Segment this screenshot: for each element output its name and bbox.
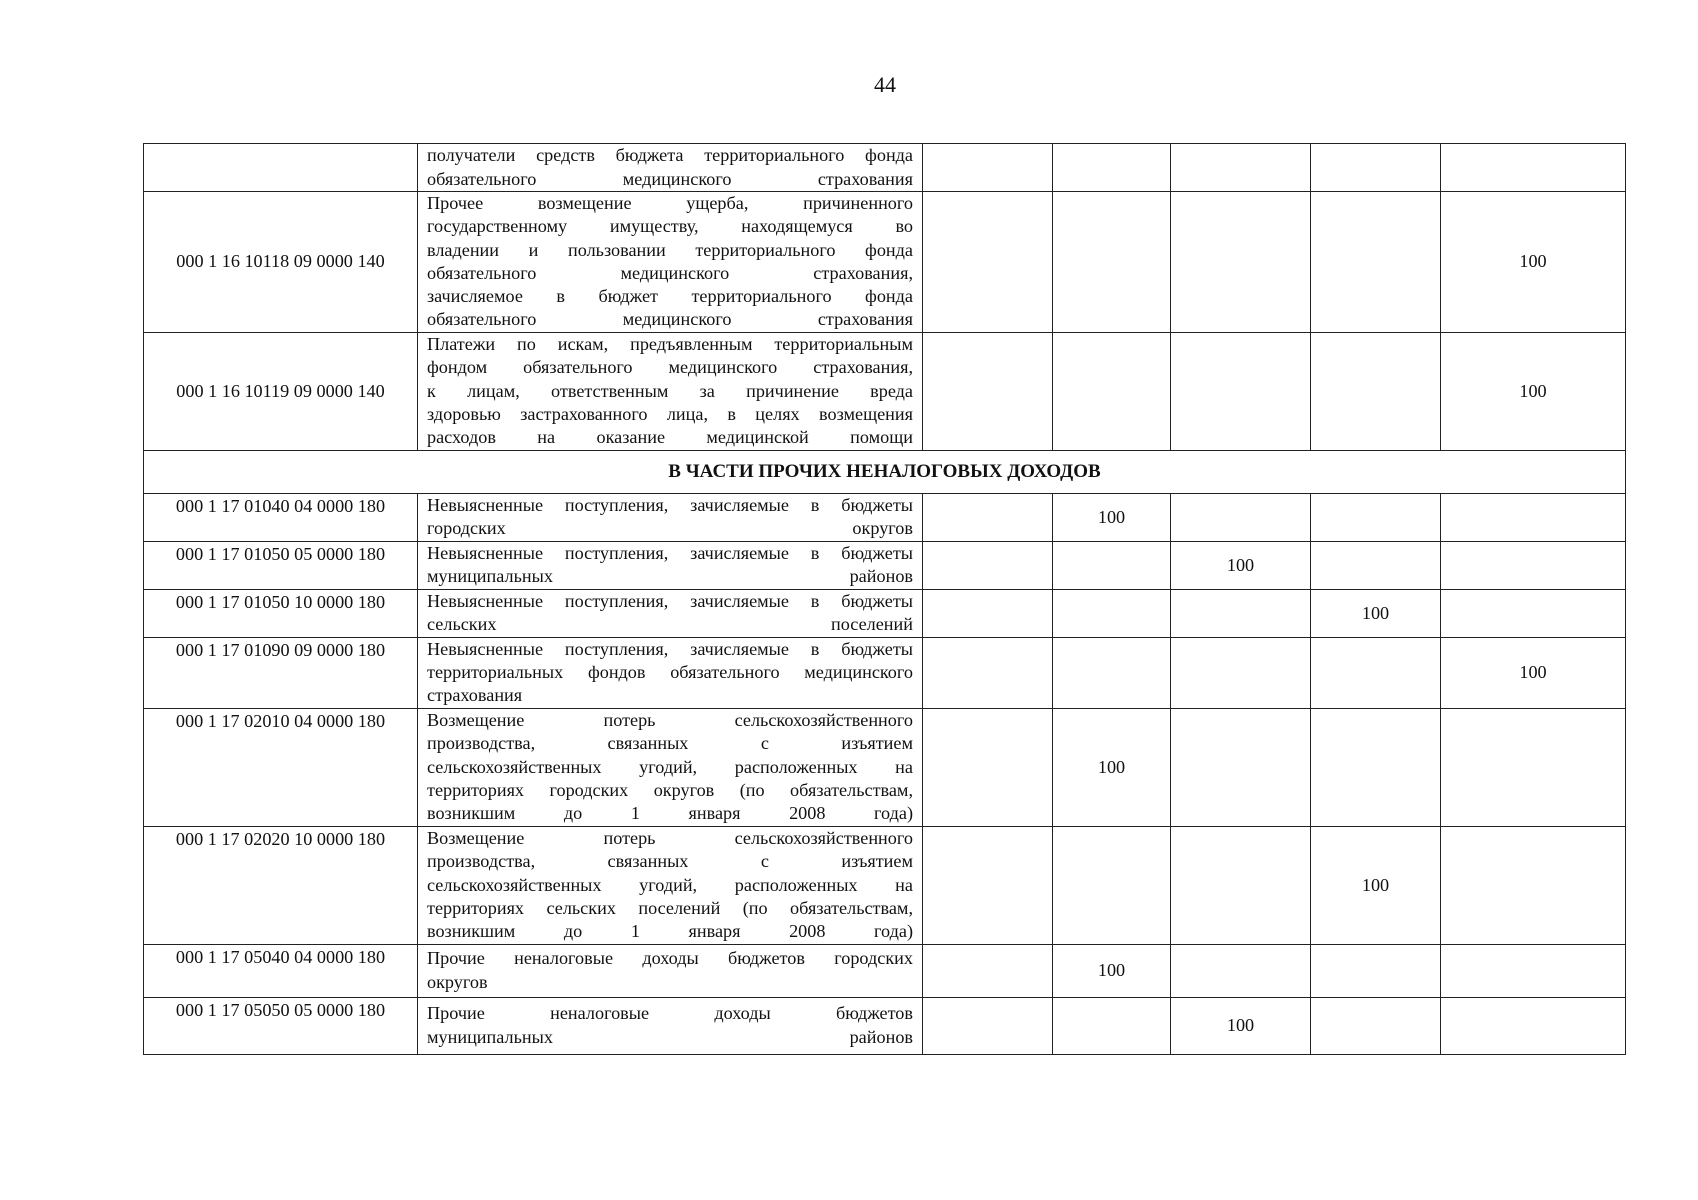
description-line: обязательного медицинского страхования xyxy=(427,309,913,330)
description-line: территориях сельских поселений (по обязательствам, xyxy=(427,897,913,918)
revenue-description xyxy=(418,637,923,708)
budget-classification-code: 000 1 17 05040 04 0000 180 xyxy=(144,944,418,997)
description-line: расходов на оказание медицинской помощи xyxy=(427,427,913,448)
description-line: обязательного медицинского страхования, xyxy=(427,262,913,283)
table-row xyxy=(144,332,1626,450)
percent-cell-budget-4 xyxy=(1311,332,1441,450)
percent-cell-budget-2 xyxy=(1053,589,1171,637)
revenue-description xyxy=(418,541,923,589)
table-row xyxy=(144,826,1626,944)
percent-cell-budget-1 xyxy=(923,708,1053,826)
table-body-before xyxy=(144,144,1626,451)
revenue-description xyxy=(418,589,923,637)
description-line: городских округов xyxy=(427,518,913,539)
percent-cell-budget-1 xyxy=(923,997,1053,1054)
budget-classification-code: 000 1 16 10118 09 0000 140 xyxy=(144,192,418,333)
percent-cell-budget-1 xyxy=(923,493,1053,541)
percent-cell-budget-3 xyxy=(1171,944,1311,997)
percent-cell-budget-3 xyxy=(1171,589,1311,637)
percent-cell-budget-4 xyxy=(1311,493,1441,541)
description-line: фондом обязательного медицинского страхования, xyxy=(427,357,913,378)
percent-cell-budget-3 xyxy=(1171,493,1311,541)
table-row xyxy=(144,637,1626,708)
percent-cell-budget-3 xyxy=(1171,826,1311,944)
percent-cell-budget-2 xyxy=(1053,541,1171,589)
percent-cell-budget-1 xyxy=(923,589,1053,637)
percent-cell-budget-3 xyxy=(1171,637,1311,708)
description-line: сельскохозяйственных угодий, расположенных на xyxy=(427,756,913,777)
section-header-row xyxy=(144,450,1626,493)
budget-classification-code: 000 1 17 01040 04 0000 180 xyxy=(144,493,418,541)
percent-cell-budget-1 xyxy=(923,192,1053,333)
budget-classification-code: 000 1 17 02020 10 0000 180 xyxy=(144,826,418,944)
description-line: Платежи по искам, предъявленным территориальным xyxy=(427,334,913,355)
percent-cell-budget-4 xyxy=(1311,708,1441,826)
percent-cell-budget-2 xyxy=(1053,192,1171,333)
percent-cell-budget-4 xyxy=(1311,997,1441,1054)
percent-cell-budget-5: 100 xyxy=(1441,192,1626,333)
page-number: 44 xyxy=(874,72,896,97)
percent-cell-budget-4 xyxy=(1311,192,1441,333)
budget-classification-code: 000 1 17 01050 05 0000 180 xyxy=(144,541,418,589)
description-line: Невыясненные поступления, зачисляемые в бюджеты xyxy=(427,590,913,611)
percent-cell-budget-3: 100 xyxy=(1171,997,1311,1054)
table-row xyxy=(144,708,1626,826)
percent-cell-budget-1 xyxy=(923,144,1053,192)
revenue-description xyxy=(418,192,923,333)
percent-cell-budget-2 xyxy=(1053,997,1171,1054)
percent-cell-budget-4 xyxy=(1311,944,1441,997)
description-line: производства, связанных с изъятием xyxy=(427,851,913,872)
percent-cell-budget-5 xyxy=(1441,997,1626,1054)
percent-cell-budget-2: 100 xyxy=(1053,708,1171,826)
percent-cell-budget-5 xyxy=(1441,541,1626,589)
revenue-description xyxy=(418,944,923,997)
percent-cell-budget-5: 100 xyxy=(1441,637,1626,708)
percent-cell-budget-4: 100 xyxy=(1311,589,1441,637)
description-line: округов xyxy=(427,971,488,992)
description-line: Невыясненные поступления, зачисляемые в бюджеты xyxy=(427,494,913,515)
revenue-description xyxy=(418,708,923,826)
percent-cell-budget-5 xyxy=(1441,493,1626,541)
revenue-description xyxy=(418,826,923,944)
percent-cell-budget-3: 100 xyxy=(1171,541,1311,589)
percent-cell-budget-3 xyxy=(1171,144,1311,192)
budget-classification-code: 000 1 17 02010 04 0000 180 xyxy=(144,708,418,826)
percent-cell-budget-5 xyxy=(1441,944,1626,997)
percent-cell-budget-5 xyxy=(1441,826,1626,944)
percent-cell-budget-1 xyxy=(923,332,1053,450)
description-line: производства, связанных с изъятием xyxy=(427,733,913,754)
description-line: обязательного медицинского страхования xyxy=(427,168,913,189)
percent-cell-budget-1 xyxy=(923,826,1053,944)
description-line: возникшим до 1 января 2008 года) xyxy=(427,921,913,942)
budget-classification-code: 000 1 17 05050 05 0000 180 xyxy=(144,997,418,1054)
description-line: здоровью застрахованного лица, в целях возмещения xyxy=(427,403,913,424)
percent-cell-budget-5: 100 xyxy=(1441,332,1626,450)
budget-classification-code xyxy=(144,144,418,192)
percent-cell-budget-5 xyxy=(1441,589,1626,637)
description-line: муниципальных районов xyxy=(427,566,913,587)
description-line: возникшим до 1 января 2008 года) xyxy=(427,803,913,824)
table-row xyxy=(144,493,1626,541)
description-line: Прочие неналоговые доходы бюджетов xyxy=(427,1003,913,1024)
description-line: зачисляемое в бюджет территориального фонда xyxy=(427,286,913,307)
description-line: Прочие неналоговые доходы бюджетов городских xyxy=(427,948,913,969)
revenue-description xyxy=(418,997,923,1054)
budget-classification-code: 000 1 16 10119 09 0000 140 xyxy=(144,332,418,450)
description-line: Невыясненные поступления, зачисляемые в бюджеты xyxy=(427,638,913,659)
revenue-description xyxy=(418,332,923,450)
table-section xyxy=(144,450,1626,493)
description-line: территориях городских округов (по обязательствам, xyxy=(427,779,913,800)
percent-cell-budget-1 xyxy=(923,541,1053,589)
budget-classification-code: 000 1 17 01090 09 0000 180 xyxy=(144,637,418,708)
description-line: муниципальных районов xyxy=(427,1026,913,1047)
percent-cell-budget-1 xyxy=(923,944,1053,997)
description-line: страхования xyxy=(427,685,523,706)
percent-cell-budget-4 xyxy=(1311,541,1441,589)
description-line: Возмещение потерь сельскохозяйственного xyxy=(427,828,913,849)
percent-cell-budget-2 xyxy=(1053,826,1171,944)
table-row xyxy=(144,944,1626,997)
revenue-description xyxy=(418,144,923,192)
table-row xyxy=(144,192,1626,333)
percent-cell-budget-4 xyxy=(1311,637,1441,708)
percent-cell-budget-2 xyxy=(1053,637,1171,708)
percent-cell-budget-2 xyxy=(1053,144,1171,192)
percent-cell-budget-2: 100 xyxy=(1053,944,1171,997)
description-line: Невыясненные поступления, зачисляемые в бюджеты xyxy=(427,542,913,563)
description-line: получатели средств бюджета территориального фонда xyxy=(427,145,913,166)
description-line: к лицам, ответственным за причинение вреда xyxy=(427,380,913,401)
percent-cell-budget-5 xyxy=(1441,708,1626,826)
table-row xyxy=(144,997,1626,1054)
percent-cell-budget-2 xyxy=(1053,332,1171,450)
description-line: владении и пользовании территориального фонда xyxy=(427,239,913,260)
percent-cell-budget-4: 100 xyxy=(1311,826,1441,944)
revenue-description xyxy=(418,493,923,541)
description-line: Прочее возмещение ущерба, причиненного xyxy=(427,193,913,213)
table-row xyxy=(144,541,1626,589)
description-line: территориальных фондов обязательного медицинского xyxy=(427,662,913,683)
description-line: государственному имуществу, находящемуся во xyxy=(427,216,913,237)
section-title: В ЧАСТИ ПРОЧИХ НЕНАЛОГОВЫХ ДОХОДОВ xyxy=(144,450,1626,493)
description-line: сельскохозяйственных угодий, расположенных на xyxy=(427,874,913,895)
percent-cell-budget-4 xyxy=(1311,144,1441,192)
description-line: сельских поселений xyxy=(427,614,913,635)
percent-cell-budget-5 xyxy=(1441,144,1626,192)
percent-cell-budget-3 xyxy=(1171,708,1311,826)
table-body-after xyxy=(144,493,1626,1054)
description-line: Возмещение потерь сельскохозяйственного xyxy=(427,710,913,731)
percent-cell-budget-3 xyxy=(1171,192,1311,333)
percent-cell-budget-2: 100 xyxy=(1053,493,1171,541)
revenue-distribution-table xyxy=(143,143,1626,1055)
table-row xyxy=(144,589,1626,637)
budget-classification-code: 000 1 17 01050 10 0000 180 xyxy=(144,589,418,637)
percent-cell-budget-3 xyxy=(1171,332,1311,450)
percent-cell-budget-1 xyxy=(923,637,1053,708)
table-row xyxy=(144,144,1626,192)
